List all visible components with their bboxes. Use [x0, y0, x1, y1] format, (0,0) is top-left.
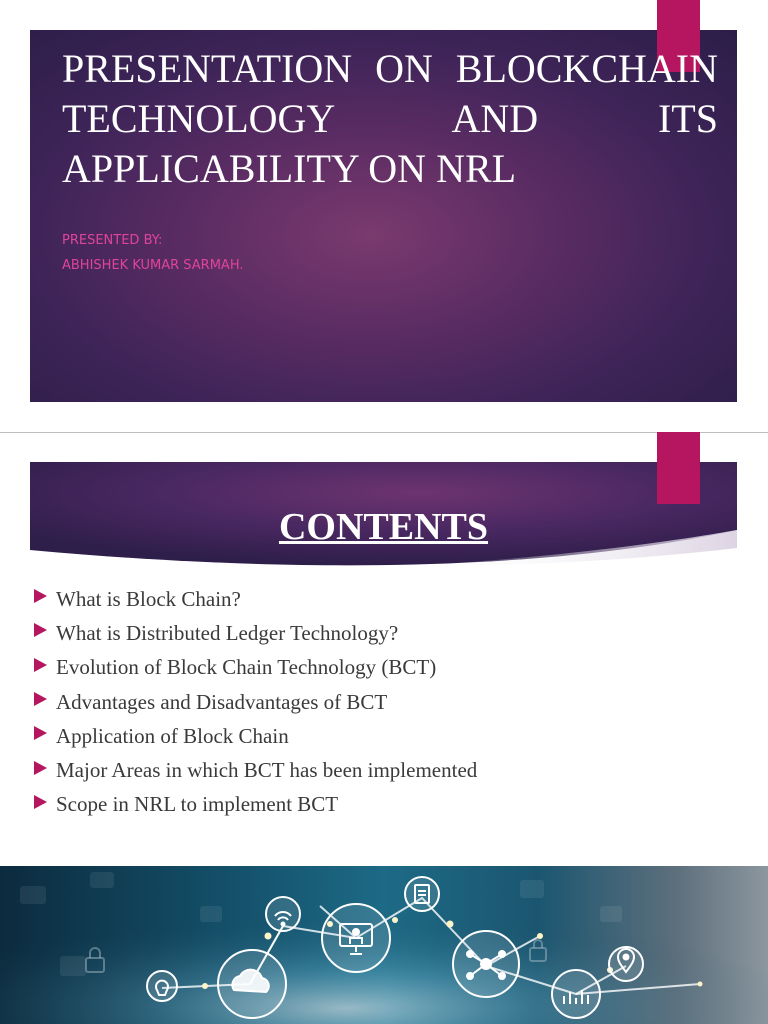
- lightbulb-icon: [147, 971, 177, 1001]
- bullet-arrow-icon: [34, 658, 47, 672]
- chart-icon: [552, 970, 600, 1018]
- list-item: Application of Block Chain: [34, 719, 477, 753]
- list-item: Major Areas in which BCT has been implemented: [34, 753, 477, 787]
- bullet-arrow-icon: [34, 795, 47, 809]
- presented-by-label: PRESENTED BY:: [62, 233, 163, 248]
- presenter-block: [62, 228, 244, 278]
- location-pin-icon: [609, 947, 643, 981]
- slide-title: PRESENTATION ON BLOCKCHAIN TECHNOLOGY AND ITS APPLICABILITY ON NRL: [62, 46, 718, 191]
- list-item: What is Distributed Ledger Technology?: [34, 616, 477, 650]
- bullet-arrow-icon: [34, 623, 47, 637]
- technology-network-image: [0, 866, 768, 1024]
- presenter-name: ABHISHEK KUMAR SARMAH.: [62, 258, 244, 273]
- contents-heading: CONTENTS: [278, 506, 489, 548]
- bullet-arrow-icon: [34, 589, 47, 603]
- list-item: Advantages and Disadvantages of BCT: [34, 685, 477, 719]
- contents-list: [34, 582, 477, 822]
- list-item: What is Block Chain?: [34, 582, 477, 616]
- list-item: Evolution of Block Chain Technology (BCT): [34, 651, 477, 685]
- bullet-arrow-icon: [34, 761, 47, 775]
- bullet-arrow-icon: [34, 726, 47, 740]
- slide-divider: [0, 432, 768, 433]
- list-item: Scope in NRL to implement BCT: [34, 788, 477, 822]
- accent-tab: [657, 432, 700, 504]
- bullet-arrow-icon: [34, 692, 47, 706]
